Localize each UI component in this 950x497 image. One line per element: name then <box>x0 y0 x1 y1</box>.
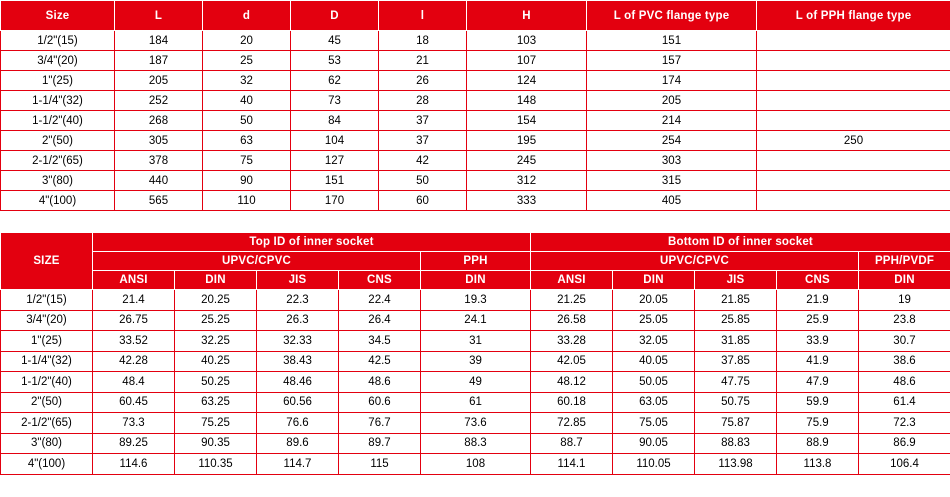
cell-size: 1-1/4"(32) <box>1 351 93 372</box>
cell-l-small: 60 <box>379 191 467 211</box>
cell-top-pph-din: 49 <box>421 372 531 393</box>
cell-bottom-din: 40.05 <box>613 351 695 372</box>
cell-bottom-jis: 25.85 <box>695 310 777 331</box>
cell-d-small: 25 <box>203 51 291 71</box>
cell-bottom-din: 110.05 <box>613 454 695 475</box>
cell-pph-flange: 250 <box>757 131 950 151</box>
cell-size: 3/4"(20) <box>1 310 93 331</box>
cell-top-jis: 38.43 <box>257 351 339 372</box>
cell-d-large: 45 <box>291 31 379 51</box>
cell-bottom-ansi: 21.25 <box>531 290 613 311</box>
cell-top-cns: 115 <box>339 454 421 475</box>
cell-pvc-flange: 151 <box>587 31 757 51</box>
cell-d-large: 170 <box>291 191 379 211</box>
cell-top-cns: 22.4 <box>339 290 421 311</box>
cell-top-ansi: 60.45 <box>93 392 175 413</box>
table2-col-bottom-cns: CNS <box>777 271 859 290</box>
cell-d-small: 110 <box>203 191 291 211</box>
table2-subgroup-top-upvc-cpvc: UPVC/CPVC <box>93 252 421 271</box>
table1-col-h: H <box>467 1 587 31</box>
cell-l: 268 <box>115 111 203 131</box>
table2-col-top-pph-din: DIN <box>421 271 531 290</box>
cell-pph-flange <box>757 51 950 71</box>
cell-top-pph-din: 39 <box>421 351 531 372</box>
table-row <box>1 31 950 51</box>
table-row <box>1 372 950 393</box>
cell-top-jis: 76.6 <box>257 413 339 434</box>
cell-bottom-cns: 113.8 <box>777 454 859 475</box>
cell-size: 4"(100) <box>1 454 93 475</box>
cell-size: 2-1/2"(65) <box>1 151 115 171</box>
cell-top-pph-din: 19.3 <box>421 290 531 311</box>
table1-header-row <box>1 1 950 31</box>
cell-size: 1-1/2"(40) <box>1 372 93 393</box>
cell-size: 1-1/2"(40) <box>1 111 115 131</box>
table2-col-bottom-pph-pvdf-din: DIN <box>859 271 950 290</box>
table-spacer <box>0 211 950 232</box>
cell-top-jis: 26.3 <box>257 310 339 331</box>
cell-bottom-cns: 25.9 <box>777 310 859 331</box>
cell-l-small: 50 <box>379 171 467 191</box>
table2-col-bottom-jis: JIS <box>695 271 777 290</box>
cell-bottom-jis: 50.75 <box>695 392 777 413</box>
cell-top-ansi: 48.4 <box>93 372 175 393</box>
table-row <box>1 91 950 111</box>
cell-size: 1"(25) <box>1 331 93 352</box>
cell-bottom-cns: 41.9 <box>777 351 859 372</box>
cell-bottom-ansi: 48.12 <box>531 372 613 393</box>
cell-bottom-ansi: 33.28 <box>531 331 613 352</box>
cell-l: 305 <box>115 131 203 151</box>
table2-group-header-row <box>1 233 950 252</box>
cell-pph-flange <box>757 151 950 171</box>
table-row <box>1 111 950 131</box>
cell-d-small: 75 <box>203 151 291 171</box>
cell-bottom-pph-pvdf-din: 106.4 <box>859 454 950 475</box>
cell-d-large: 104 <box>291 131 379 151</box>
cell-top-din: 90.35 <box>175 433 257 454</box>
cell-l-small: 18 <box>379 31 467 51</box>
cell-pph-flange <box>757 71 950 91</box>
cell-pvc-flange: 405 <box>587 191 757 211</box>
cell-top-jis: 89.6 <box>257 433 339 454</box>
table1-col-l-small: l <box>379 1 467 31</box>
cell-top-jis: 114.7 <box>257 454 339 475</box>
table2-col-top-cns: CNS <box>339 271 421 290</box>
table2-subgroup-bottom-pph-pvdf: PPH/PVDF <box>859 252 950 271</box>
cell-bottom-pph-pvdf-din: 61.4 <box>859 392 950 413</box>
cell-top-pph-din: 24.1 <box>421 310 531 331</box>
cell-pph-flange <box>757 171 950 191</box>
table2-subgroup-bottom-upvc-cpvc: UPVC/CPVC <box>531 252 859 271</box>
cell-bottom-pph-pvdf-din: 23.8 <box>859 310 950 331</box>
cell-top-din: 20.25 <box>175 290 257 311</box>
cell-bottom-din: 75.05 <box>613 413 695 434</box>
cell-bottom-jis: 21.85 <box>695 290 777 311</box>
cell-top-cns: 34.5 <box>339 331 421 352</box>
cell-h: 245 <box>467 151 587 171</box>
cell-size: 2"(50) <box>1 392 93 413</box>
cell-bottom-cns: 88.9 <box>777 433 859 454</box>
cell-top-ansi: 89.25 <box>93 433 175 454</box>
cell-h: 124 <box>467 71 587 91</box>
cell-top-cns: 26.4 <box>339 310 421 331</box>
table2-group-bottom-id: Bottom ID of inner socket <box>531 233 950 252</box>
cell-pph-flange <box>757 31 950 51</box>
cell-top-cns: 48.6 <box>339 372 421 393</box>
cell-bottom-din: 50.05 <box>613 372 695 393</box>
cell-top-pph-din: 108 <box>421 454 531 475</box>
cell-d-small: 32 <box>203 71 291 91</box>
cell-l-small: 37 <box>379 111 467 131</box>
cell-l-small: 26 <box>379 71 467 91</box>
table1-col-d-large: D <box>291 1 379 31</box>
cell-pvc-flange: 174 <box>587 71 757 91</box>
cell-bottom-jis: 47.75 <box>695 372 777 393</box>
cell-h: 333 <box>467 191 587 211</box>
table2-standard-header-row <box>1 271 950 290</box>
cell-l-small: 21 <box>379 51 467 71</box>
cell-top-jis: 60.56 <box>257 392 339 413</box>
table1-col-d-small: d <box>203 1 291 31</box>
table1-col-l: L <box>115 1 203 31</box>
table-row <box>1 454 950 475</box>
cell-pvc-flange: 157 <box>587 51 757 71</box>
table-row <box>1 331 950 352</box>
cell-h: 107 <box>467 51 587 71</box>
table2-group-top-id: Top ID of inner socket <box>93 233 531 252</box>
cell-h: 148 <box>467 91 587 111</box>
table2-col-top-jis: JIS <box>257 271 339 290</box>
cell-l-small: 28 <box>379 91 467 111</box>
table1-col-pvc-flange: L of PVC flange type <box>587 1 757 31</box>
table2-subgroup-header-row <box>1 252 950 271</box>
cell-bottom-pph-pvdf-din: 48.6 <box>859 372 950 393</box>
cell-size: 2"(50) <box>1 131 115 151</box>
cell-l: 378 <box>115 151 203 171</box>
cell-bottom-cns: 21.9 <box>777 290 859 311</box>
cell-bottom-din: 20.05 <box>613 290 695 311</box>
table-row <box>1 71 950 91</box>
table-row <box>1 310 950 331</box>
table2-col-top-din: DIN <box>175 271 257 290</box>
table2-col-bottom-ansi: ANSI <box>531 271 613 290</box>
table-row <box>1 392 950 413</box>
cell-top-ansi: 73.3 <box>93 413 175 434</box>
cell-pvc-flange: 205 <box>587 91 757 111</box>
cell-top-din: 63.25 <box>175 392 257 413</box>
cell-top-pph-din: 88.3 <box>421 433 531 454</box>
cell-top-pph-din: 31 <box>421 331 531 352</box>
cell-l: 252 <box>115 91 203 111</box>
cell-top-cns: 89.7 <box>339 433 421 454</box>
cell-pvc-flange: 214 <box>587 111 757 131</box>
cell-bottom-din: 25.05 <box>613 310 695 331</box>
table-row <box>1 131 950 151</box>
cell-bottom-ansi: 42.05 <box>531 351 613 372</box>
cell-bottom-jis: 113.98 <box>695 454 777 475</box>
cell-bottom-ansi: 60.18 <box>531 392 613 413</box>
cell-bottom-ansi: 88.7 <box>531 433 613 454</box>
cell-bottom-jis: 31.85 <box>695 331 777 352</box>
cell-d-large: 127 <box>291 151 379 171</box>
cell-d-small: 20 <box>203 31 291 51</box>
socket-id-table <box>0 232 950 475</box>
cell-top-pph-din: 61 <box>421 392 531 413</box>
cell-l: 184 <box>115 31 203 51</box>
cell-h: 103 <box>467 31 587 51</box>
table1-col-size: Size <box>1 1 115 31</box>
table2-col-top-ansi: ANSI <box>93 271 175 290</box>
cell-d-large: 53 <box>291 51 379 71</box>
table1-col-pph-flange: L of PPH flange type <box>757 1 950 31</box>
cell-top-din: 40.25 <box>175 351 257 372</box>
cell-top-din: 25.25 <box>175 310 257 331</box>
table-row <box>1 433 950 454</box>
cell-h: 312 <box>467 171 587 191</box>
cell-bottom-ansi: 114.1 <box>531 454 613 475</box>
cell-size: 4"(100) <box>1 191 115 211</box>
cell-l: 205 <box>115 71 203 91</box>
cell-top-cns: 60.6 <box>339 392 421 413</box>
cell-bottom-cns: 59.9 <box>777 392 859 413</box>
cell-bottom-jis: 75.87 <box>695 413 777 434</box>
table-row <box>1 290 950 311</box>
cell-pvc-flange: 315 <box>587 171 757 191</box>
cell-size: 1-1/4"(32) <box>1 91 115 111</box>
cell-bottom-cns: 47.9 <box>777 372 859 393</box>
cell-pvc-flange: 303 <box>587 151 757 171</box>
cell-top-ansi: 42.28 <box>93 351 175 372</box>
cell-d-small: 63 <box>203 131 291 151</box>
cell-size: 3"(80) <box>1 171 115 191</box>
cell-bottom-din: 32.05 <box>613 331 695 352</box>
table2-col-bottom-din: DIN <box>613 271 695 290</box>
table2-subgroup-top-pph: PPH <box>421 252 531 271</box>
table-row <box>1 413 950 434</box>
valve-dimension-table <box>0 0 950 211</box>
cell-top-din: 75.25 <box>175 413 257 434</box>
cell-h: 154 <box>467 111 587 131</box>
cell-d-large: 151 <box>291 171 379 191</box>
cell-top-ansi: 114.6 <box>93 454 175 475</box>
cell-size: 1/2"(15) <box>1 31 115 51</box>
cell-d-small: 40 <box>203 91 291 111</box>
cell-pph-flange <box>757 91 950 111</box>
cell-l-small: 37 <box>379 131 467 151</box>
cell-size: 1/2"(15) <box>1 290 93 311</box>
cell-l: 565 <box>115 191 203 211</box>
table-row <box>1 351 950 372</box>
cell-top-jis: 48.46 <box>257 372 339 393</box>
cell-d-large: 84 <box>291 111 379 131</box>
table-row <box>1 151 950 171</box>
cell-size: 2-1/2"(65) <box>1 413 93 434</box>
table-row <box>1 171 950 191</box>
cell-bottom-pph-pvdf-din: 72.3 <box>859 413 950 434</box>
cell-pvc-flange: 254 <box>587 131 757 151</box>
cell-bottom-ansi: 26.58 <box>531 310 613 331</box>
cell-top-ansi: 26.75 <box>93 310 175 331</box>
cell-bottom-din: 63.05 <box>613 392 695 413</box>
cell-top-cns: 42.5 <box>339 351 421 372</box>
cell-top-ansi: 33.52 <box>93 331 175 352</box>
cell-top-din: 32.25 <box>175 331 257 352</box>
cell-bottom-cns: 33.9 <box>777 331 859 352</box>
cell-d-large: 62 <box>291 71 379 91</box>
cell-bottom-jis: 88.83 <box>695 433 777 454</box>
cell-bottom-ansi: 72.85 <box>531 413 613 434</box>
cell-d-small: 90 <box>203 171 291 191</box>
cell-pph-flange <box>757 111 950 131</box>
cell-pph-flange <box>757 191 950 211</box>
cell-top-ansi: 21.4 <box>93 290 175 311</box>
cell-size: 3"(80) <box>1 433 93 454</box>
cell-top-jis: 32.33 <box>257 331 339 352</box>
cell-size: 1"(25) <box>1 71 115 91</box>
table-row <box>1 191 950 211</box>
table-row <box>1 51 950 71</box>
cell-bottom-pph-pvdf-din: 19 <box>859 290 950 311</box>
cell-top-cns: 76.7 <box>339 413 421 434</box>
cell-bottom-pph-pvdf-din: 30.7 <box>859 331 950 352</box>
cell-top-din: 110.35 <box>175 454 257 475</box>
cell-l: 440 <box>115 171 203 191</box>
cell-top-jis: 22.3 <box>257 290 339 311</box>
table2-col-size: SIZE <box>1 233 93 290</box>
cell-top-pph-din: 73.6 <box>421 413 531 434</box>
cell-top-din: 50.25 <box>175 372 257 393</box>
cell-bottom-jis: 37.85 <box>695 351 777 372</box>
cell-size: 3/4"(20) <box>1 51 115 71</box>
cell-d-small: 50 <box>203 111 291 131</box>
cell-bottom-cns: 75.9 <box>777 413 859 434</box>
cell-bottom-pph-pvdf-din: 38.6 <box>859 351 950 372</box>
cell-l: 187 <box>115 51 203 71</box>
cell-d-large: 73 <box>291 91 379 111</box>
cell-bottom-pph-pvdf-din: 86.9 <box>859 433 950 454</box>
cell-l-small: 42 <box>379 151 467 171</box>
cell-h: 195 <box>467 131 587 151</box>
cell-bottom-din: 90.05 <box>613 433 695 454</box>
